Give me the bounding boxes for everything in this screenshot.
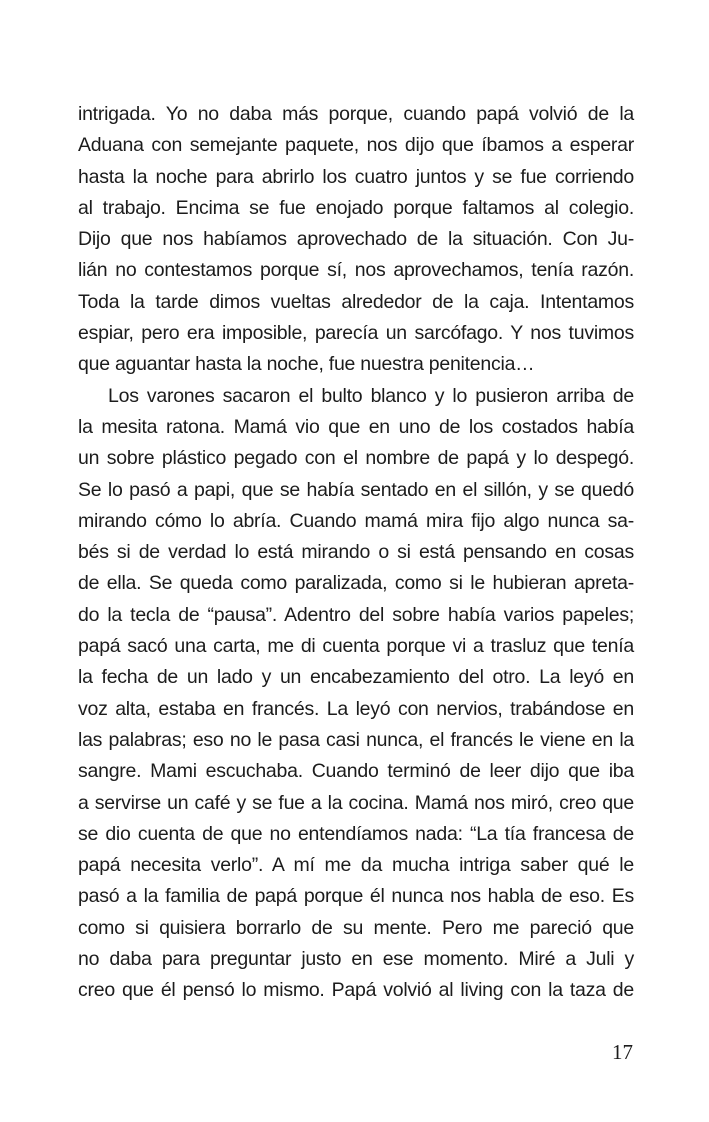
text-line: espiar, pero era imposible, parecía un sarcófago. Y nos tuvimos [78,322,634,345]
text-line: como si quisiera borrarlo de su mente. Pero me pareció que [78,916,634,939]
text-line: bés si de verdad lo está mirando o si está pensando en cosas [78,541,634,564]
text-line: se dio cuenta de que no entendíamos nada: “La tía francesa de [78,822,634,845]
text-line: la fecha de un lado y un encabezamiento del otro. La leyó en [78,666,634,689]
text-line: las palabras; eso no le pasa casi nunca, el francés le viene en la [78,728,634,751]
text-line: al trabajo. Encima se fue enojado porque faltamos al colegio. [78,196,634,219]
text-line: de ella. Se queda como paralizada, como si le hubieran apreta- [78,572,634,595]
body-text [78,99,634,1007]
text-line: voz alta, estaba en francés. La leyó con nervios, trabándose en [78,697,634,720]
paragraph-last-line: que aguantar hasta la noche, fue nuestra penitencia… [78,353,535,376]
text-line: no daba para preguntar justo en ese momento. Miré a Juli y [78,948,634,971]
text-line: sangre. Mami escuchaba. Cuando terminó de leer dijo que iba [78,760,634,783]
text-line: hasta la noche para abrirlo los cuatro juntos y se fue corriendo [78,165,634,188]
text-line: creo que él pensó lo mismo. Papá volvió al living con la taza de [78,979,634,1002]
text-line: papá sacó una carta, me di cuenta porque vi a trasluz que tenía [78,635,634,658]
text-line: un sobre plástico pegado con el nombre de papá y lo despegó. [78,447,634,470]
text-line: Toda la tarde dimos vueltas alrededor de la caja. Intentamos [78,290,634,313]
text-line: intrigada. Yo no daba más porque, cuando papá volvió de la [78,103,634,125]
text-line: do la tecla de “pausa”. Adentro del sobre había varios papeles; [78,603,634,626]
paragraph-first-line: Los varones sacaron el bulto blanco y lo pusieron arriba de [108,384,634,407]
text-line: a servirse un café y se fue a la cocina. Mamá nos miró, creo que [78,791,634,814]
text-line: Se lo pasó a papi, que se había sentado en el sillón, y se quedó [78,478,634,501]
text-line: mirando cómo lo abría. Cuando mamá mira fijo algo nunca sa- [78,509,634,532]
text-line: papá necesita verlo”. A mí me da mucha intriga saber qué le [78,854,634,877]
text-line: Dijo que nos habíamos aprovechado de la situación. Con Ju- [78,228,634,251]
text-line: la mesita ratona. Mamá vio que en uno de los costados había [78,415,634,438]
text-line: lián no contestamos porque sí, nos aprovechamos, tenía razón. [78,259,634,282]
text-line: pasó a la familia de papá porque él nunca nos habla de eso. Es [78,885,634,908]
text-line: Aduana con semejante paquete, nos dijo que íbamos a esperar [78,134,634,157]
page-number: 17 [612,1040,633,1064]
